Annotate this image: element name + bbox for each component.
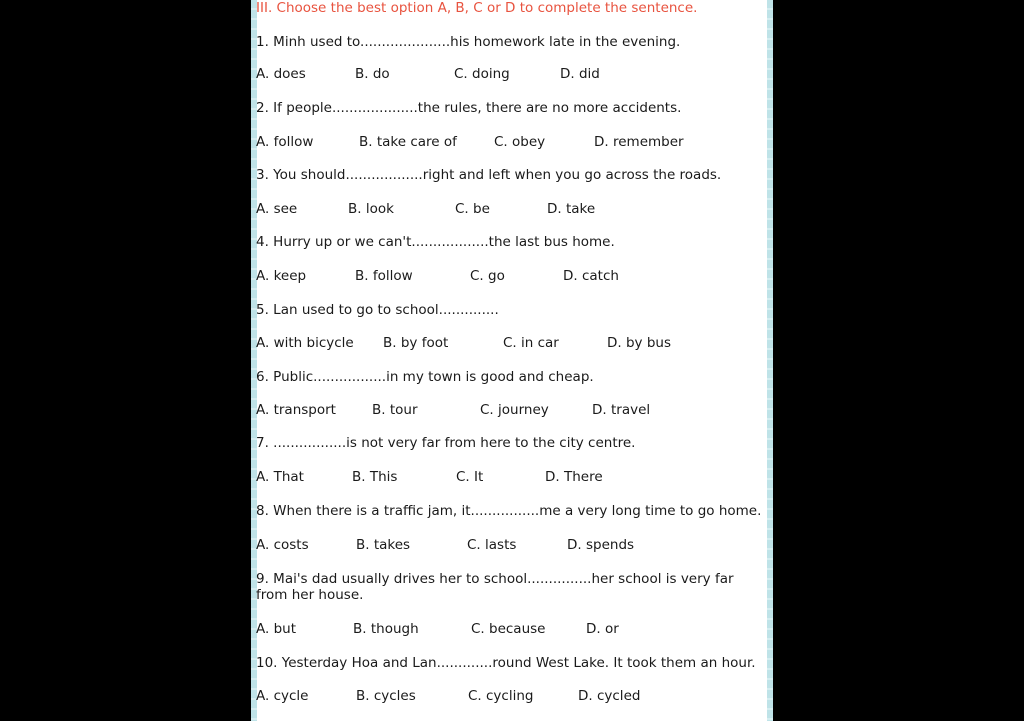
option-9-c: C. because — [471, 621, 546, 637]
option-6-d: D. travel — [592, 402, 651, 418]
worksheet-page — [251, 0, 773, 721]
option-7-b: B. This — [352, 469, 398, 485]
option-6-c: C. journey — [480, 402, 549, 418]
question-2: 2. If people....................the rules, there are no more accidents. — [256, 100, 682, 116]
option-8-c: C. lasts — [467, 537, 517, 553]
option-9-b: B. though — [353, 621, 419, 637]
question-3: 3. You should..................right and left when you go across the roads. — [256, 167, 722, 183]
option-4-a: A. keep — [256, 268, 307, 284]
question-7: 7. .................is not very far from here to the city centre. — [256, 435, 636, 451]
option-1-b: B. do — [355, 66, 390, 82]
option-2-c: C. obey — [494, 134, 546, 150]
option-10-d: D. cycled — [578, 688, 641, 704]
question-5: 5. Lan used to go to school.............. — [256, 302, 499, 318]
question-10: 10. Yesterday Hoa and Lan.............round West Lake. It took them an hour. — [256, 655, 756, 671]
option-8-a: A. costs — [256, 537, 309, 553]
option-10-b: B. cycles — [356, 688, 416, 704]
option-3-b: B. look — [348, 201, 394, 217]
option-7-c: C. It — [456, 469, 484, 485]
question-9: 9. Mai's dad usually drives her to school...............her school is very far from her house. — [256, 571, 734, 603]
option-1-c: C. doing — [454, 66, 510, 82]
option-1-a: A. does — [256, 66, 306, 82]
option-8-b: B. takes — [356, 537, 411, 553]
option-3-a: A. see — [256, 201, 298, 217]
option-3-c: C. be — [455, 201, 490, 217]
option-5-d: D. by bus — [607, 335, 671, 351]
worksheet-content — [256, 0, 768, 721]
option-5-b: B. by foot — [383, 335, 449, 351]
question-6: 6. Public.................in my town is good and cheap. — [256, 369, 594, 385]
option-4-b: B. follow — [355, 268, 413, 284]
question-1: 1. Minh used to.....................his homework late in the evening. — [256, 34, 681, 50]
section-heading: III. Choose the best option A, B, C or D to complete the sentence. — [256, 0, 698, 16]
question-8: 8. When there is a traffic jam, it................me a very long time to go home. — [256, 503, 762, 519]
option-7-d: D. There — [545, 469, 603, 485]
option-8-d: D. spends — [567, 537, 635, 553]
option-1-d: D. did — [560, 66, 600, 82]
option-2-d: D. remember — [594, 134, 684, 150]
option-3-d: D. take — [547, 201, 596, 217]
option-4-d: D. catch — [563, 268, 619, 284]
option-9-a: A. but — [256, 621, 296, 637]
option-6-b: B. tour — [372, 402, 418, 418]
option-7-a: A. That — [256, 469, 304, 485]
option-4-c: C. go — [470, 268, 505, 284]
option-2-a: A. follow — [256, 134, 314, 150]
question-4: 4. Hurry up or we can't..................the last bus home. — [256, 234, 615, 250]
option-6-a: A. transport — [256, 402, 336, 418]
option-2-b: B. take care of — [359, 134, 457, 150]
option-5-c: C. in car — [503, 335, 559, 351]
option-5-a: A. with bicycle — [256, 335, 354, 351]
option-10-c: C. cycling — [468, 688, 534, 704]
option-10-a: A. cycle — [256, 688, 309, 704]
option-9-d: D. or — [586, 621, 619, 637]
